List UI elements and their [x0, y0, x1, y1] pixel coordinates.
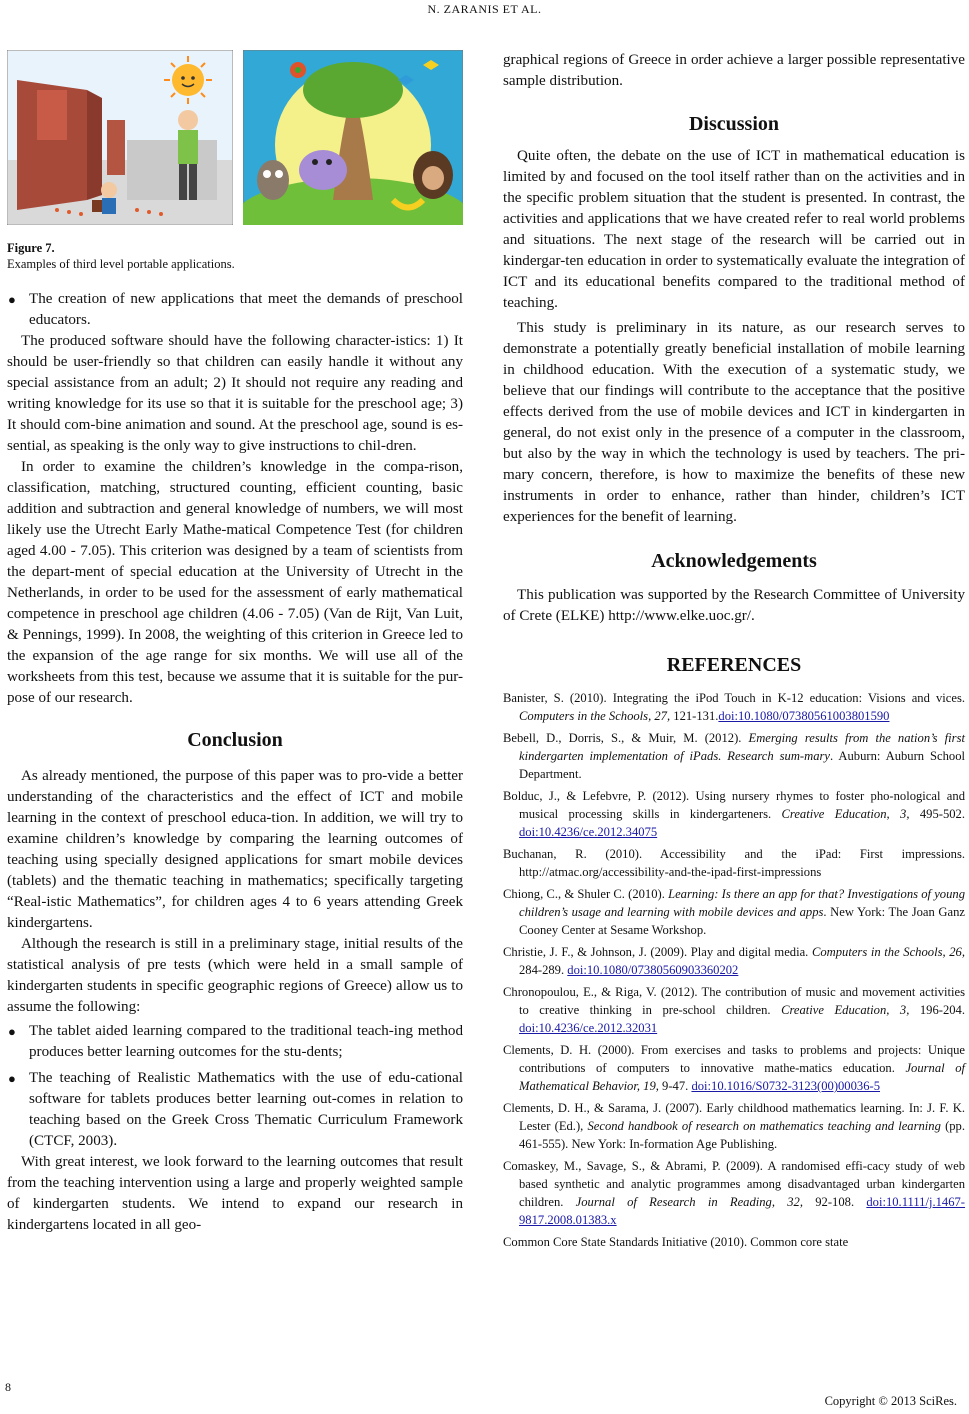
figure-caption-block	[7, 240, 463, 272]
reference-item: Buchanan, R. (2010). Accessibility and the iPad: First impressions. http://atmac.org/accessibility-and-the-ipad-first-impressions	[503, 847, 965, 879]
reference-item: Common Core State Standards Initiative (2010). Common core state	[503, 1235, 849, 1249]
paragraph: The produced software should have the following character-istics: 1) It should be user-friendly so that children can easily handle it without any special assistance from an adult; 2) It should not require any reading and writing knowledge for its use so that it is suitable for the preschool age; 3) It should com-bine animation and sound. At the preschool age, sound is es-sential, as speaking is the only way to give instructions to chil-dren.	[7, 333, 463, 454]
bullet-list-2	[7, 1021, 463, 1152]
right-column	[503, 50, 965, 1255]
doi-link[interactable]: doi:10.1016/S0732-3123(00)00036-5	[691, 1079, 880, 1093]
page-number: 8	[5, 1380, 11, 1394]
reference-item: Comaskey, M., Savage, S., & Abrami, P. (2009). A randomised effi-cacy study of web based synthetic and analytic programmes among disadvantaged urban kindergarten children. Journal of Research in Reading, 32, 92-108. doi:10.1111/j.1467-9817.2008.01383.x	[503, 1159, 966, 1227]
doi-link[interactable]: doi:10.4236/ce.2012.34075	[519, 825, 658, 839]
doi-link[interactable]: doi:10.1080/07380560903360202	[567, 963, 739, 977]
paragraph: In order to examine the children’s knowledge in the compa-rison, classification, matching, structured counting, efficient counting, basic addition and subtraction and general knowledge of numbers, we will most likely use the Utrecht Early Mathe-matical Competence Test (for children aged 4.00 - 7.05). This criterion was designed by a team of scientists from the depart-ment of special education at the University of Utrecht in the Netherlands, in order to be used for the assessment of early mathematical competence in preschool age children (4.06 - 7.05) (Van de Rijt, Van Luit, & Pennings, 1999). In 2008, the weighting of this criterion in Greece led to the expansion of the age range for six months. We will use all of the worksheets from this test, because we assume that it is suitable for the pur-pose of our research.	[7, 459, 463, 706]
section-heading-references: REFERENCES	[666, 654, 802, 676]
paragraph: Although the research is still in a preliminary stage, initial results of the statistical analysis of pre tests (which were held in a small sample of kindergarten students in specific geographic regions of Greece) allow us to assume the following:	[7, 936, 463, 1015]
copyright-notice: Copyright © 2013 SciRes.	[824, 1394, 957, 1408]
bullet-icon: ●	[8, 1024, 16, 1039]
reference-list	[503, 689, 965, 1251]
left-column	[7, 50, 463, 1236]
paragraph: This study is preliminary in its nature, as our research serves to demonstrate a potentially greatly beneficial installation of mobile learning in childhood education. With the execution of a systematic study, we believe that our findings will contribute to the acceptance that the positive effects derived from the use of mobile devices and ICT in kindergarten in general, do not exist only in the presence of a computer in the classroom, but also by the way in which the technology is used by teachers. The pri-mary concern, therefore, is how to maximize the benefits of these new instruments in order to enhance, rather than hinder, children’s ICT experiences for the benefit of learning.	[503, 320, 965, 525]
reference-item: Chiong, C., & Shuler C. (2010). Learning: Is there an app for that? Investigations of young children’s usage and learning with mobile devices and apps. New York: The Joan Ganz Cooney Center at Sesame Workshop.	[503, 887, 965, 937]
doi-link[interactable]: doi:10.1111/j.1467-9817.2008.01383.x	[519, 1195, 966, 1227]
bullet-icon: ●	[8, 292, 16, 307]
doi-link[interactable]: doi:10.1080/07380561003801590	[718, 709, 890, 723]
paragraph: graphical regions of Greece in order achieve a larger possible representative sample distribution.	[503, 52, 965, 89]
reference-item: Bebell, D., Dorris, S., & Muir, M. (2012). Emerging results from the nation’s first kindergarten implementation of iPads. Research sum-mary. Auburn: Auburn School Department.	[503, 731, 965, 781]
paragraph: With great interest, we look forward to the learning outcomes that result from the teaching intervention using a large and properly weighted sample of kindergarten students. We intend to expand our research in kindergartens located in all geo-	[7, 1154, 463, 1233]
reference-item: Bolduc, J., & Lefebvre, P. (2012). Using nursery rhymes to foster pho-nological and musical processing skills in kindergarteners. Creative Education, 3, 495-502. doi:10.4236/ce.2012.34075	[503, 789, 965, 839]
reference-item: Chronopoulou, E., & Riga, V. (2012). The contribution of music and movement activities to creative thinking in pre-school children. Creative Education, 3, 196-204. doi:10.4236/ce.2012.32031	[503, 985, 965, 1035]
figure-7	[7, 50, 463, 230]
paragraph: This publication was supported by the Research Committee of University of Crete (ELKE) http://www.elke.uoc.gr/.	[503, 587, 965, 624]
paragraph: Quite often, the debate on the use of ICT in mathematical education is limited by and focused on the tool itself rather than on the activities and in the specific problem situation that the student is presented. In contrast, the activities and applications that we have created refer to real world problems and situations. The next stage of the research will be carried out in kindergar-ten education in order to systematically evaluate the integration of ICT and its educational benefits compared to the traditional method of teaching.	[503, 148, 965, 311]
doi-link[interactable]: doi:10.4236/ce.2012.32031	[519, 1021, 658, 1035]
list-item: ● The tablet aided learning compared to the traditional teach-ing method produces better learning outcomes for the stu-dents;	[8, 1023, 463, 1060]
reference-item: Clements, D. H. (2000). From exercises and tasks to problems and projects: Unique contributions of computers to innovative mathe-matics education. Journal of Mathematical Behavior, 19, 9-47. doi:10.1016/S0732-3123(00)00036-5	[503, 1043, 965, 1093]
list-item: ● The creation of new applications that meet the demands of preschool educators.	[8, 291, 463, 328]
paragraph: As already mentioned, the purpose of this paper was to pro-vide a better understanding of the characteristics and the effect of ICT and mobile learning in the context of preschool educa-tion. In addition, we will try to examine children’s knowledge by comparing the learning outcomes of teaching using specially designed applications for smart mobile devices (tablets) and the thematic teaching in mathematics; specifically targeting “Real-istic Mathematics”, for children ages 4 to 6 years attending Greek kindergartens.	[7, 768, 463, 931]
figure-image-jungle	[243, 50, 463, 225]
section-heading-conclusion: Conclusion	[187, 729, 283, 751]
section-heading-discussion: Discussion	[688, 113, 780, 135]
reference-item: Christie, J. F., & Johnson, J. (2009). Play and digital media. Computers in the Schools, 26, 284-289. doi:10.1080/07380560903360202	[503, 945, 965, 977]
bullet-icon: ●	[8, 1071, 16, 1086]
figure-label: Figure 7.	[7, 241, 55, 255]
figure-image-school	[7, 50, 233, 225]
bullet-list-1	[7, 289, 463, 331]
list-item: ● The teaching of Realistic Mathematics with the use of edu-cational software for tablets produces better learning out-comes in relation to teaching based on the Greek Cross Thematic Curriculum Framework (CTCF, 2003).	[8, 1070, 463, 1149]
running-header: N. ZARANIS ET AL.	[427, 2, 542, 16]
reference-item: Banister, S. (2010). Integrating the iPod Touch in K-12 education: Visions and vices. Computers in the Schools, 27, 121-131.doi:10.1080/07380561003801590	[503, 691, 965, 723]
figure-caption: Examples of third level portable applications.	[7, 257, 235, 271]
reference-item: Clements, D. H., & Sarama, J. (2007). Early childhood mathematics learning. In: J. F. K. Lester (Ed.), Second handbook of research on mathematics teaching and learning (pp. 461-555). New York: In-formation Age Publishing.	[503, 1101, 966, 1151]
section-heading-acknowledgements: Acknowledgements	[651, 550, 817, 572]
